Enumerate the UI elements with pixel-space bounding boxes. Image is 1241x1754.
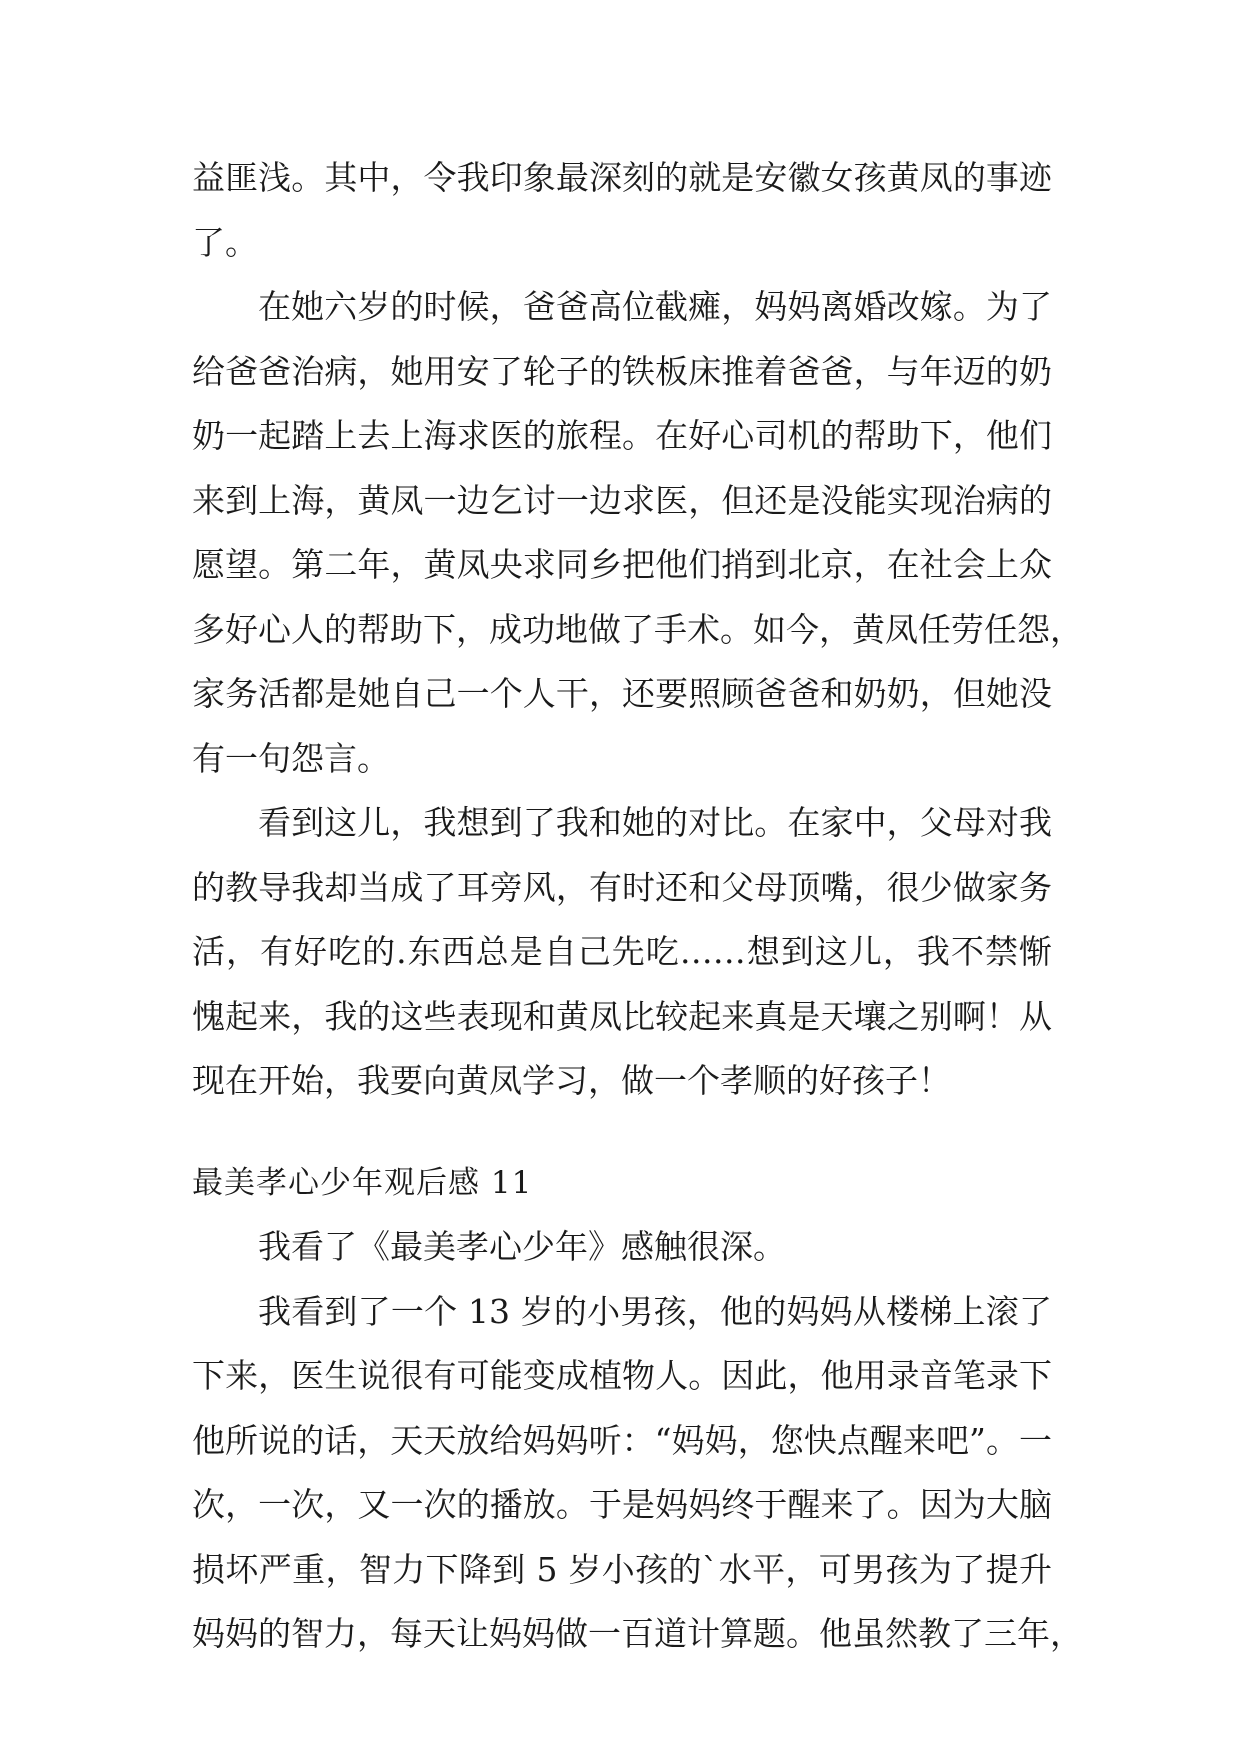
paragraph-1 [192,146,1052,275]
section-heading: 最美孝心少年观后感 11 [192,1164,533,1201]
text-line: 下来，医生说很有可能变成植物人。因此，他用录音笔录下 [192,1356,1052,1395]
text-line: 在她六岁的时候，爸爸高位截瘫，妈妈离婚改嫁。为了 [258,287,1052,326]
document-body [192,146,1083,1667]
text-line: 愧起来，我的这些表现和黄凤比较起来真是天壤之别啊！从 [192,996,1052,1036]
text-line: 多好心人的帮助下，成功地做了手术。如今，黄凤任劳任怨， [192,609,1083,649]
text-line: 我看到了一个 13 岁的小男孩，他的妈妈从楼梯上滚了 [258,1291,1052,1331]
paragraph-2 [192,275,1083,791]
paragraph-5 [192,1280,1083,1667]
text-line: 现在开始，我要向黄凤学习，做一个孝顺的好孩子！ [192,1061,951,1100]
text-line: 家务活都是她自己一个人干，还要照顾爸爸和奶奶，但她没 [192,674,1052,713]
text-line: 活，有好吃的.东西总是自己先吃……想到这儿，我不禁惭 [192,932,1052,971]
text-line: 了。 [192,222,258,262]
paragraph-4 [192,1215,1052,1280]
text-line: 我看了《最美孝心少年》感触很深。 [258,1227,786,1266]
text-line: 的教导我却当成了耳旁风，有时还和父母顶嘴，很少做家务 [192,867,1052,907]
text-line: 益匪浅。其中，令我印象最深刻的就是安徽女孩黄凤的事迹 [192,158,1052,197]
text-line: 愿望。第二年，黄凤央求同乡把他们捎到北京，在社会上众 [192,545,1052,584]
paragraph-3 [192,791,1052,1114]
text-line: 看到这儿，我想到了我和她的对比。在家中，父母对我 [258,803,1052,842]
text-line: 来到上海，黄凤一边乞讨一边求医，但还是没能实现治病的 [192,480,1052,520]
text-line: 次，一次，又一次的播放。于是妈妈终于醒来了。因为大脑 [192,1485,1052,1524]
text-line: 奶一起踏上去上海求医的旅程。在好心司机的帮助下，他们 [192,416,1052,455]
section-gap [192,1114,1052,1151]
text-line: 妈妈的智力，每天让妈妈做一百道计算题。他虽然教了三年， [192,1614,1083,1653]
text-line: 损坏严重，智力下降到 5 岁小孩的`水平，可男孩为了提升 [192,1549,1052,1589]
text-line: 他所说的话，天天放给妈妈听：“妈妈，您快点醒来吧”。一 [192,1420,1052,1460]
text-line: 给爸爸治病，她用安了轮子的铁板床推着爸爸，与年迈的奶 [192,351,1052,391]
text-line: 有一句怨言。 [192,738,390,778]
